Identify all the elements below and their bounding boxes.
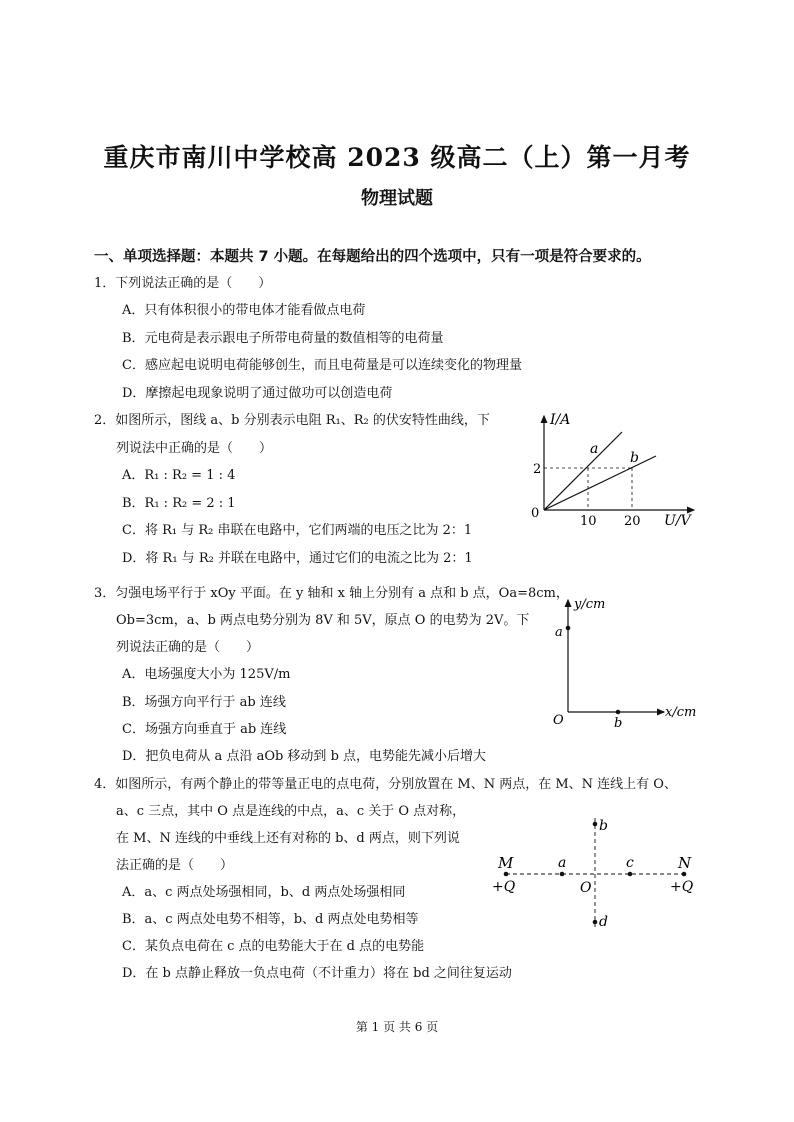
q2-x-tick-20: 20 bbox=[624, 514, 641, 529]
q4-point-c bbox=[628, 872, 633, 877]
q3-point-b bbox=[616, 710, 621, 715]
q1-option-d: D．摩擦起电现象说明了通过做功可以创造电荷 bbox=[122, 386, 393, 401]
q3-xy-graph bbox=[548, 592, 698, 732]
q2-y-label: I/A bbox=[550, 412, 571, 428]
q4-label-m: M bbox=[498, 854, 514, 872]
q3-label-b: b bbox=[614, 716, 623, 731]
section-heading: 一、单项选择题：本题共 7 小题。在每题给出的四个选项中，只有一项是符合要求的。 bbox=[94, 249, 651, 265]
q2-option-a: A．R₁ : R₂ = 1 : 4 bbox=[122, 468, 236, 483]
q4-option-c: C．某负点电荷在 c 点的电势能大于在 d 点的电势能 bbox=[122, 939, 425, 954]
q2-origin: 0 bbox=[531, 506, 540, 521]
q3-option-a: A．电场强度大小为 125V/m bbox=[122, 667, 291, 682]
q4-charge-right: +Q bbox=[670, 879, 694, 895]
q3-stem-line3: 列说法正确的是（ ） bbox=[116, 640, 260, 655]
q3-option-b: B．场强方向平行于 ab 连线 bbox=[122, 695, 286, 710]
page-subtitle: 物理试题 bbox=[361, 188, 433, 209]
q4-label-a: a bbox=[558, 855, 567, 871]
q4-option-a: A．a、c 两点处场强相同，b、d 两点处场强相同 bbox=[122, 885, 406, 900]
page-footer: 第 1 页 共 6 页 bbox=[355, 1020, 439, 1034]
q4-point-d bbox=[593, 920, 598, 925]
q1-stem: 1．下列说法正确的是（ ） bbox=[94, 276, 272, 291]
q4-label-n: N bbox=[678, 854, 692, 872]
q3-origin: O bbox=[553, 713, 564, 728]
q2-label-a: a bbox=[590, 441, 599, 457]
q3-point-a bbox=[566, 626, 571, 631]
q3-option-d: D．把负电荷从 a 点沿 aOb 移动到 b 点，电势能先减小后增大 bbox=[122, 749, 487, 764]
q4-charge-diagram bbox=[488, 810, 700, 932]
q4-label-b: b bbox=[599, 818, 608, 834]
q2-stem-line1: 2．如图所示，图线 a、b 分别表示电阻 R₁、R₂ 的伏安特性曲线，下 bbox=[94, 413, 490, 428]
q1-option-b: B．元电荷是表示跟电子所带电荷量的数值相等的电荷量 bbox=[122, 331, 444, 346]
q2-option-c: C．将 R₁ 与 R₂ 串联在电路中，它们两端的电压之比为 2：1 bbox=[122, 523, 473, 538]
q2-y-tick-2: 2 bbox=[533, 462, 542, 477]
q4-stem-line1: 4．如图所示，有两个静止的带等量正电的点电荷，分别放置在 M、N 两点，在 M、N 连线上有 O、 bbox=[94, 777, 677, 792]
q4-stem-line2: a、c 三点，其中 O 点是连线的中点，a、c 关于 O 点对称， bbox=[116, 804, 466, 819]
q2-line-a bbox=[544, 432, 622, 510]
q4-label-o: O bbox=[580, 880, 592, 896]
q2-x-label: U/V bbox=[664, 513, 691, 529]
q3-x-label: x/cm bbox=[665, 705, 697, 720]
q3-label-a: a bbox=[555, 625, 563, 640]
q4-point-a bbox=[560, 872, 565, 877]
q3-y-label: y/cm bbox=[574, 597, 606, 612]
q2-stem-line2: 列说法中正确的是（ ） bbox=[116, 441, 273, 456]
q4-label-c: c bbox=[626, 855, 634, 871]
q4-charge-left: +Q bbox=[492, 879, 516, 895]
q2-iu-graph bbox=[528, 408, 704, 532]
q4-option-d: D．在 b 点静止释放一负点电荷（不计重力）将在 bd 之间往复运动 bbox=[122, 966, 512, 981]
q1-option-c: C．感应起电说明电荷能够创生，而且电荷量是可以连续变化的物理量 bbox=[122, 358, 522, 373]
q4-point-n bbox=[682, 872, 687, 877]
q2-label-b: b bbox=[630, 450, 639, 466]
q3-option-c: C．场强方向垂直于 ab 连线 bbox=[122, 722, 287, 737]
q1-option-a: A．只有体积很小的带电体才能看做点电荷 bbox=[122, 303, 366, 318]
q3-stem-line1: 3．匀强电场平行于 xOy 平面。在 y 轴和 x 轴上分别有 a 点和 b 点，Oa=8cm， bbox=[94, 586, 569, 601]
q2-line-b bbox=[544, 456, 656, 510]
q3-stem-line2: Ob=3cm，a、b 两点电势分别为 8V 和 5V，原点 O 的电势为 2V。下 bbox=[116, 613, 530, 628]
q2-option-d: D．将 R₁ 与 R₂ 并联在电路中，通过它们的电流之比为 2：1 bbox=[122, 551, 473, 566]
q4-option-b: B．a、c 两点处电势不相等，b、d 两点处电势相等 bbox=[122, 912, 419, 927]
q4-stem-line4: 法正确的是（ ） bbox=[116, 858, 234, 873]
q2-x-tick-10: 10 bbox=[580, 514, 597, 529]
q4-stem-line3: 在 M、N 连线的中垂线上还有对称的 b、d 两点，则下列说 bbox=[116, 831, 460, 846]
q4-point-b bbox=[593, 822, 598, 827]
page-title: 重庆市南川中学校高 2023 级高二（上）第一月考 bbox=[103, 143, 691, 172]
q2-option-b: B．R₁ : R₂ = 2 : 1 bbox=[122, 496, 236, 511]
q4-label-d: d bbox=[599, 914, 608, 930]
q4-point-m bbox=[504, 872, 509, 877]
